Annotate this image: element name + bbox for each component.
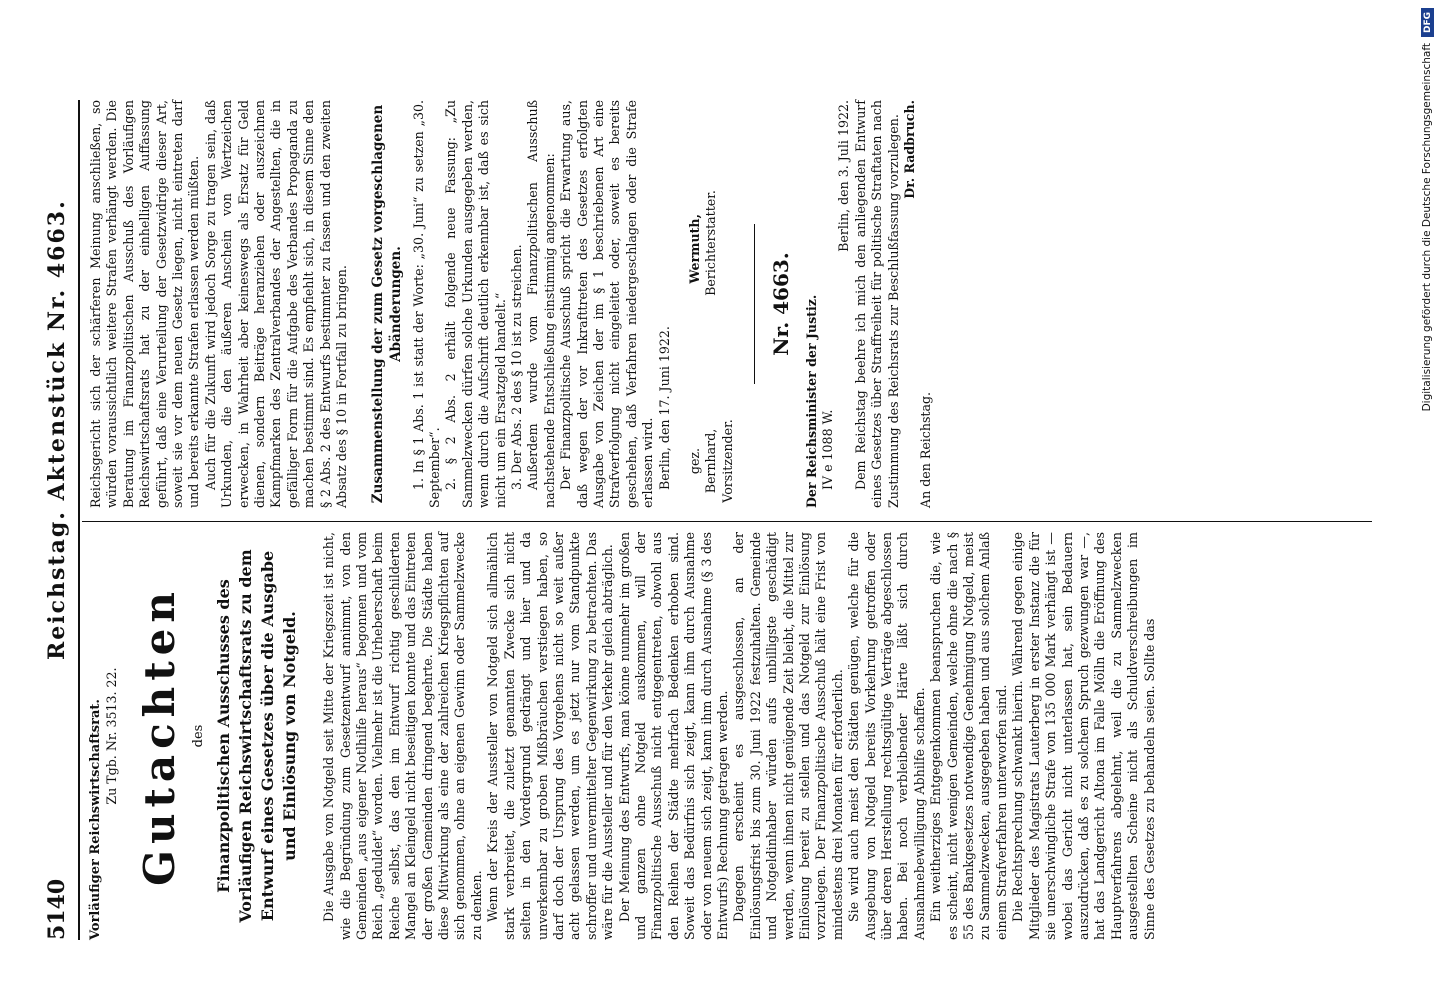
left-column [88,532,1158,940]
page-header [38,100,78,940]
column-divider [82,521,1372,522]
page-title: Reichstag. Aktenstück Nr. 4663. [44,199,70,660]
header-rule [78,100,80,940]
paragraph: Sie wird auch meist den Städten genügen, welche für die Ausgebung von Notgeld bereits Vorkehrung getroffen oder über deren Herstellung rechtsgültige Verträge abgeschlossen haben. Bei noch verbleibender Härte läßt sich durch Ausnahmebewilligung Abhilfe schaffen. [846,532,927,940]
paragraph: Wenn der Kreis der Aussteller von Notgeld sich allmählich stark verbreitet, die zuletzt genannten Zwecke sich nicht selten in den Vordergrund gedrängt und hier und da unverkennbar zu groben Mißbräuchen verstiegen haben, so darf doch der Ursprung des Vorgehens nicht so weit außer acht gelassen werden, um es jetzt nur vom Standpunkte schroffer und unvermittelter Gegenwirkung zu betrachten. Das wäre für die Aussteller und für den Verkehr gleich abträglich. [485,532,616,940]
addressee: An den Reichstag. [918,391,934,508]
paragraph: Die Rechtsprechung schwankt hierin. Während gegen einige Mitglieder des Magistrats Lauterberg in erster Instanz die für sie unerschwingliche Strafe von 135 000 Mark verhängt ist — wobei das Gericht nicht unterlassen hat, sein Bedauern auszudrücken, daß es zu solchem Spruch gezwungen war —, hat das Landgericht Altona im Falle Mölln die Eröffnung des Hauptverfahrens abgelehnt, weil die zu Sammelzwecken ausgestellten Scheine nicht als Schuldverschreibungen im Sinne des Gesetzes zu behandeln seien. Sollte das [1010,532,1157,940]
paragraph: Außerdem wurde vom Finanzpolitischen Ausschuß nachstehende Entschließung einstimmig angenommen: [525,100,557,508]
paragraph: Dagegen erscheint es ausgeschlossen, an der Einlösungsfrist bis zum 30. Juni 1922 festzuhalten. Gemeinde und Notgeldinhaber würden aufs unbilligste geschädigt werden, wenn ihnen nicht genügende Zeit bleibt, die Mittel zur Einlösung bereit zu stellen und das Notgeld zur Einlösung vorzulegen. Der Finanzpolitische Ausschuß hält eine Frist von mindestens drei Monaten für erforderlich. [731,532,845,940]
reference-number-2: IV e 1088 W. [820,409,836,490]
paragraph: Reichsgericht sich der schärferen Meinung anschließen, so würden voraussichtlich weitere Strafen verhängt werden. Die Beratung im Finanzpolitischen Ausschuß des Vorläufigen Reichswirtschaftsrats hat zu der einhelligen Auffassung geführt, daß eine Verurteilung der Gesetzwidrige dieser Art, soweit sie vor dem neuen Gesetz liegen, nicht eintreten darf und bereits erkannte Strafen erlassen werden müßten. [88,100,202,508]
date-2: Berlin, den 3. Juli 1922. [836,100,852,252]
amendment-item: 2. § 2 Abs. 2 erhält folgende neue Fassung: „Zu Sammelzwecken dürfen solche Urkunden ausgegeben werden, wenn durch die Aufschrift deutlich erkennbar ist, daß es sich nicht um ein Ersatzgeld handelt.“ [443,100,508,508]
cover-letter: Dem Reichstag beehre ich mich den anliegenden Entwurf eines Gesetzes über Straffreiheit für politische Straftaten nach Zustimmung des Reichsrats zur Beschlußfassung vorzulegen. [852,100,901,508]
resolution-text: Der Finanzpolitische Ausschuß spricht die Erwartung aus, daß wegen der vor Inkrafttreten des Gesetzes erfolgten Ausgabe von Zeichen der im § 1 beschriebenen Art eine Strafverfolgung nicht eingeleitet oder, soweit es bereits geschehen, daß Verfahren niedergeschlagen oder die Strafe erlassen wird. [558,100,656,508]
right-column [88,100,935,508]
council-heading: Vorläufiger Reichswirtschaftsrat. [88,699,103,940]
des-word: des [190,724,206,748]
amendment-item: 1. In § 1 Abs. 1 ist statt der Worte: „30. Juni“ zu setzen „30. September“. [410,100,442,508]
dfg-logo: DFG [1421,8,1434,37]
paragraph: Der Meinung des Entwurfs, man könne nunmehr im großen und ganzen ohne Notgeld auskommen, will der Finanzpolitische Ausschuß nicht entgegentreten, obwohl aus den Reihen der Städte mehrfach Bedenken erhoben sind. Soweit das Bedürfnis sich zeigt, kann ihm durch Ausnahme oder von neuem sich zeigt, kann ihm durch Ausnahme (§ 3 des Entwurfs) Rechnung getragen werden. [616,532,730,940]
section-number: Nr. 4663. [769,252,794,356]
funding-note [1416,8,1434,998]
signer-chair: gez. Bernhard, [687,428,719,494]
page-number: 5140 [44,878,70,940]
signer-minister: Dr. Radbruch. [902,100,918,199]
funding-text: Digitalisierung gefördert durch die Deutsche Forschungsgemeinschaft [1421,43,1433,412]
signer-rapporteur: Wermuth, [687,214,702,284]
document-subtitle: Finanzpolitischen Ausschusses des Vorläufigen Reichswirtschaftsrats zu dem Entwurf eines Gesetzes über die Ausgabe und Einlösung von Notgeld. [214,549,300,923]
section-separator [754,224,755,384]
summary-heading: Zusammenstellung der zum Gesetz vorgeschlagenen Abänderungen. [369,104,404,504]
amendment-item: 3. Der Abs. 2 des § 10 ist zu streichen. [508,244,524,490]
document-title: Gutachten [134,586,184,886]
date-place: Berlin, den 17. Juni 1922. [656,326,672,490]
paragraph: Auch für die Zukunft wird jedoch Sorge zu tragen sein, daß Urkunden, die den äußeren Anschein von Wertzeichen erwecken, in Wahrheit aber keineswegs als Ersatz für Geld dienen, sondern Beiträge heranziehen oder auszeichnen Kampfmarken des Zentralverbandes der Angestellten, die in gefälliger Form für die Aufgabe des Verbandes Propaganda zu machen bestimmt sind. Es empfiehlt sich, in diesem Sinne den § 2 Abs. 2 des Entwurfs bestimmter zu fassen und den zweiten Absatz des § 10 in Fortfall zu bringen. [202,100,350,508]
rotated-page [30,80,1430,960]
paragraph: Die Ausgabe von Notgeld seit Mitte der Kriegszeit ist nicht, wie die Begründung zum Gesetzentwurf annimmt, von den Gemeinden „aus eigener Notlhilfe heraus“ begonnen und vom Reich „geduldet“ worden. Vielmehr ist die Urheberschaft beim Reiche selbst, das den im Entwurf richtig geschilderten Mangel an Kleingeld nicht beseitigen konnte und das Eintreten der großen Gemeinden dringend begehrte. Die Städte haben diese Mitwirkung als eine der zahlreichen Kriegspflichten auf sich genommen, ohne an eigenen Gewinn oder Sammelzwecke zu denken. [321,532,484,940]
paragraph: Ein weitherziges Entgegenkommen beanspruchen die, wie es scheint, nicht wenigen Gemeinden, welche ohne die nach § 55 des Bankgesetzes notwendige Genehmigung Notgeld, meist zu Sammelzwecken, ausgegeben haben und aus solchem Anlaß einem Strafverfahren unterworfen sind. [928,532,1009,940]
signer-rapporteur-role: Berichterstatter. [703,190,719,296]
signer-chair-role: Vorsitzender. [719,419,735,503]
reference-number: Zu Tgb. Nr. 3513. 22. [104,667,120,805]
minister-heading: Der Reichsminister der Justiz. [803,294,819,508]
signature-block [687,100,736,508]
